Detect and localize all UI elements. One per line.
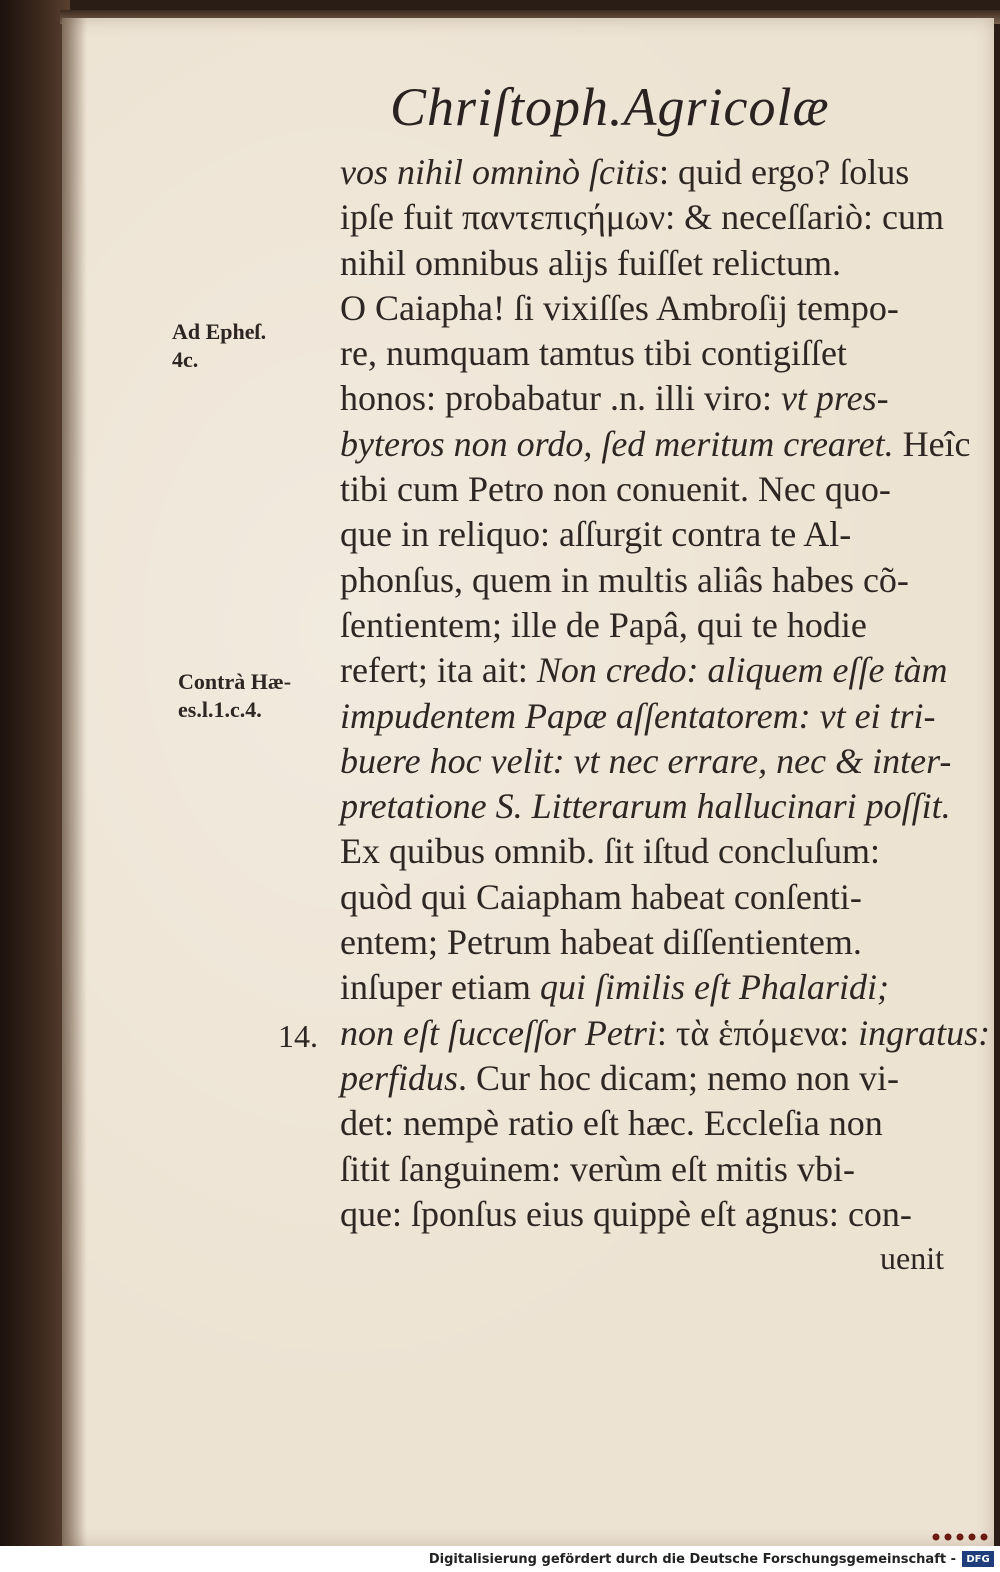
roman-run: que in reliquo: aſſurgit contra te Al-	[340, 514, 852, 555]
roman-run: ſentientem; ille de Papâ, qui te hodie	[340, 604, 867, 645]
text-line-23	[340, 1147, 918, 1192]
text-line-12	[340, 648, 948, 693]
catchword: uenit	[880, 1240, 944, 1276]
italic-run: byteros non ordo, ſed meritum crearet.	[340, 423, 894, 464]
text-line-6	[340, 376, 918, 421]
text-line-17	[340, 875, 918, 920]
italic-run: impudentem Papæ aſſentatorem: vt ei tri-	[340, 695, 936, 736]
body-text	[278, 150, 991, 1237]
text-line-3	[340, 241, 918, 286]
text-line-24	[340, 1192, 918, 1237]
italic-run: vt pres-	[780, 378, 889, 419]
running-header: Chriſtoph.Agricolæ	[390, 77, 830, 137]
text-line-11	[340, 603, 918, 648]
roman-run: Heîc	[893, 423, 971, 464]
italic-run: non eſt ſucceſſor Petri	[340, 1012, 657, 1053]
roman-run: ipſe fuit παντεπιςήμων: & neceſſariò: cum	[340, 197, 944, 238]
book-binding-edge	[0, 0, 70, 1572]
margin-number: 14.	[278, 1018, 318, 1054]
italic-run: Non credo: aliquem eſſe tàm	[536, 650, 948, 691]
roman-run: entem; Petrum habeat diſſentientem.	[340, 922, 862, 963]
text-line-8	[340, 467, 918, 512]
roman-run: quòd qui Caiapham habeat conſenti-	[340, 876, 862, 917]
text-line-10	[340, 558, 918, 603]
roman-run: det: nempè ratio eſt hæc. Eccleſia non	[340, 1103, 883, 1144]
margin-note-line: 4c.	[172, 347, 199, 372]
italic-run: qui ſimilis eſt Phalaridi;	[539, 967, 889, 1008]
footer-bar	[0, 1546, 1000, 1572]
text-line-19	[340, 965, 918, 1010]
text-line-20	[340, 1011, 991, 1056]
margin-note-line: Contrà Hæ-	[178, 669, 292, 694]
roman-run: Ex quibus omnib. ſit iſtud concluſum:	[340, 831, 880, 872]
roman-run: phonſus, quem in multis aliâs habes cõ-	[340, 559, 909, 600]
italic-run: vos nihil omninò ſcitis	[340, 152, 659, 192]
text-line-5	[340, 331, 918, 376]
italic-run: perfidus	[340, 1057, 459, 1098]
dfg-logo-icon: DFG	[962, 1551, 994, 1567]
text-line-18	[340, 920, 918, 965]
margin-note-line: es.l.1.c.4.	[178, 697, 262, 722]
text-line-16	[340, 829, 918, 874]
roman-run: re, numquam tamtus tibi contigiſſet	[340, 333, 847, 374]
roman-run: honos: probabatur .n. illi viro:	[340, 378, 781, 419]
roman-run: O Caiapha! ſi vixiſſes Ambroſij tempo-	[340, 287, 899, 328]
roman-run: . Cur hoc dicam; nemo non vi-	[458, 1057, 899, 1098]
text-line-4	[340, 286, 918, 331]
text-line-22	[340, 1101, 918, 1146]
footer-credit: Digitalisierung gefördert durch die Deutsche Forschungsgemeinschaft -	[428, 1552, 956, 1567]
margin-note-ephesians	[172, 318, 266, 374]
text-line-21	[340, 1056, 918, 1101]
text-line-1	[340, 150, 918, 195]
text-line-9	[340, 512, 918, 557]
decorative-edge-dots	[930, 1530, 990, 1544]
text-line-13	[340, 694, 936, 739]
gutter-shadow	[62, 18, 86, 1546]
roman-run: : quid ergo? ſolus	[659, 152, 910, 192]
italic-run: buere hoc velit: vt nec errare, nec & inter-	[340, 740, 952, 781]
roman-run: tibi cum Petro non conuenit. Nec quo-	[340, 469, 891, 510]
text-line-15	[340, 784, 951, 829]
margin-note-line: Ad Epheſ.	[172, 319, 267, 344]
margin-note-contra-haereses	[178, 668, 291, 724]
italic-run: ingratus:	[858, 1012, 991, 1053]
italic-run: pretatione S. Litterarum hallucinari poſſit.	[340, 786, 951, 827]
roman-run: inſuper etiam	[340, 967, 540, 1008]
text-line-14	[340, 739, 952, 784]
roman-run: : τὰ ἑπόμενα:	[656, 1012, 859, 1053]
roman-run: refert; ita ait:	[340, 650, 537, 691]
roman-run: ſitit ſanguinem: verùm eſt mitis vbi-	[340, 1148, 855, 1189]
text-line-2	[340, 195, 944, 240]
text-line-7	[340, 422, 971, 467]
roman-run: que: ſponſus eius quippè eſt agnus: con-	[340, 1193, 912, 1234]
roman-run: nihil omnibus alijs fuiſſet relictum.	[340, 242, 841, 283]
